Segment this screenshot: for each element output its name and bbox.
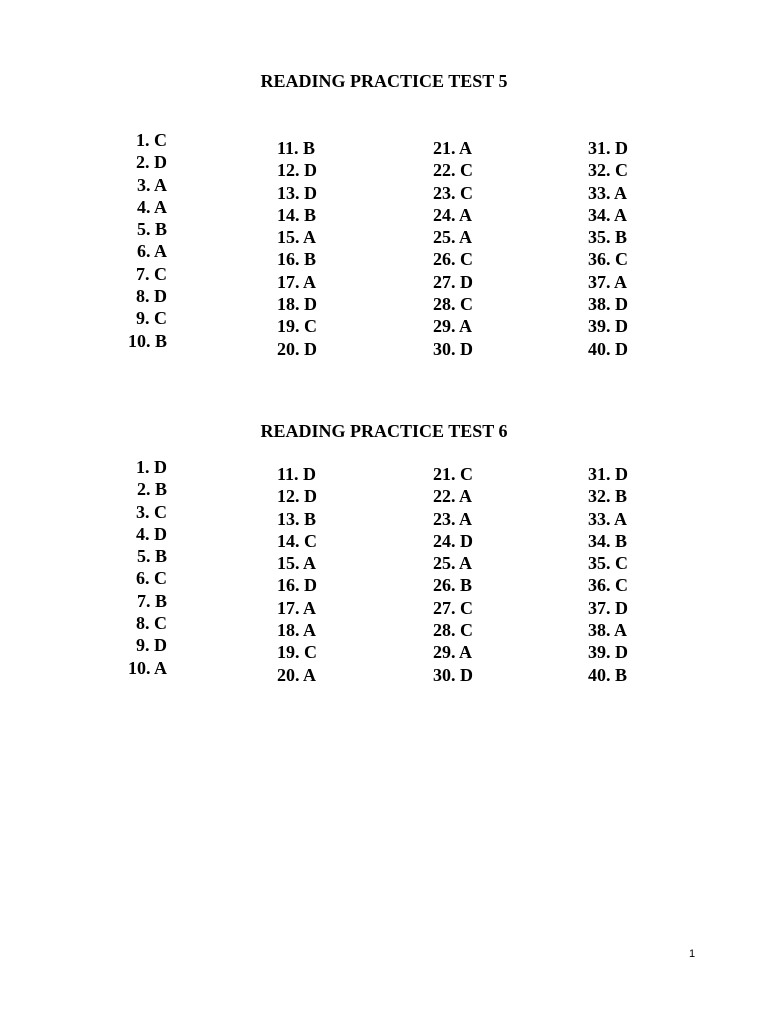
answer-item: 37. A	[588, 271, 628, 292]
answer-item: 6. A	[136, 241, 167, 262]
answer-item: 24. A	[433, 204, 473, 225]
answer-item: 18. D	[277, 294, 317, 315]
answer-item: 23. A	[433, 508, 473, 529]
answer-item: 12. D	[277, 160, 317, 181]
answer-item: 31. D	[588, 464, 628, 484]
answer-item: 32. B	[588, 486, 628, 507]
answer-item: 36. C	[588, 249, 628, 270]
answer-item: 22. A	[433, 486, 473, 507]
answer-item: 5. B	[136, 219, 167, 240]
test-5-answers-21-30	[433, 137, 473, 360]
answer-item: 33. A	[588, 508, 628, 529]
answer-item: 28. C	[433, 620, 473, 641]
answer-item: 16. D	[277, 575, 317, 596]
answer-item: 39. D	[588, 642, 628, 663]
answer-item: 31. D	[588, 138, 628, 158]
answer-item: 30. D	[433, 338, 473, 359]
answer-item: 27. C	[433, 597, 473, 618]
answer-item: 5. B	[136, 546, 167, 567]
answer-item: 18. A	[277, 620, 317, 641]
answer-item: 2. D	[136, 152, 167, 173]
test-6-answers-21-30	[433, 463, 473, 686]
answer-item: 10. B	[127, 330, 167, 351]
answer-item: 27. D	[433, 271, 473, 292]
page-number: 1	[688, 948, 696, 960]
answer-item: 4. A	[136, 196, 167, 217]
answer-item: 26. C	[433, 249, 473, 270]
answer-item: 14. B	[277, 204, 317, 225]
answer-item: 25. A	[433, 227, 473, 248]
test-5-title: READING PRACTICE TEST 5	[260, 71, 508, 91]
answer-item: 32. C	[588, 160, 628, 181]
answer-item: 10. A	[127, 657, 167, 678]
answer-item: 8. C	[136, 613, 167, 634]
answer-item: 26. B	[433, 575, 473, 596]
answer-item: 20. A	[277, 664, 317, 685]
answer-item: 21. C	[433, 464, 473, 484]
answer-item: 29. A	[433, 642, 473, 663]
answer-item: 38. A	[588, 620, 628, 641]
answer-item: 34. B	[588, 530, 628, 551]
answer-item: 35. C	[588, 553, 628, 574]
answer-item: 3. A	[136, 174, 167, 195]
answer-item: 7. C	[136, 263, 167, 284]
answer-item: 39. D	[588, 316, 628, 337]
answer-item: 16. B	[277, 249, 317, 270]
answer-item: 1. D	[136, 457, 167, 477]
answer-item: 17. A	[277, 271, 317, 292]
test-6-answers-11-20	[277, 463, 317, 686]
answer-item: 23. C	[433, 182, 473, 203]
answer-item: 6. C	[136, 568, 167, 589]
answer-item: 19. C	[277, 316, 317, 337]
answer-item: 34. A	[588, 204, 628, 225]
answer-item: 29. A	[433, 316, 473, 337]
answer-item: 2. B	[136, 479, 167, 500]
test-6-answers-1-10	[107, 456, 167, 679]
answer-item: 22. C	[433, 160, 473, 181]
answer-item: 28. C	[433, 294, 473, 315]
answer-item: 37. D	[588, 597, 628, 618]
answer-item: 33. A	[588, 182, 628, 203]
answer-item: 30. D	[433, 664, 473, 685]
answer-item: 20. D	[277, 338, 317, 359]
answer-item: 4. D	[136, 523, 167, 544]
answer-item: 13. B	[277, 508, 317, 529]
answer-item: 38. D	[588, 294, 628, 315]
answer-item: 3. C	[136, 501, 167, 522]
answer-item: 14. C	[277, 530, 317, 551]
answer-item: 1. C	[136, 130, 167, 150]
answer-item: 21. A	[433, 138, 473, 158]
answer-item: 40. D	[588, 338, 628, 359]
answer-item: 7. B	[136, 590, 167, 611]
answer-item: 13. D	[277, 182, 317, 203]
answer-item: 9. C	[136, 308, 167, 329]
answer-item: 36. C	[588, 575, 628, 596]
test-6-title: READING PRACTICE TEST 6	[260, 421, 508, 441]
answer-item: 25. A	[433, 553, 473, 574]
answer-item: 11. D	[277, 464, 317, 484]
answer-item: 35. B	[588, 227, 628, 248]
answer-item: 8. D	[136, 286, 167, 307]
answer-item: 15. A	[277, 553, 317, 574]
answer-item: 9. D	[136, 635, 167, 656]
test-6-answers-31-40	[588, 463, 628, 686]
answer-item: 19. C	[277, 642, 317, 663]
answer-item: 15. A	[277, 227, 317, 248]
answer-item: 12. D	[277, 486, 317, 507]
answer-item: 24. D	[433, 530, 473, 551]
test-5-answers-1-10	[107, 129, 167, 352]
answer-item: 17. A	[277, 597, 317, 618]
answer-item: 11. B	[277, 138, 316, 158]
answer-item: 40. B	[588, 664, 628, 685]
test-5-answers-31-40	[588, 137, 628, 360]
test-5-answers-11-20	[277, 137, 317, 360]
